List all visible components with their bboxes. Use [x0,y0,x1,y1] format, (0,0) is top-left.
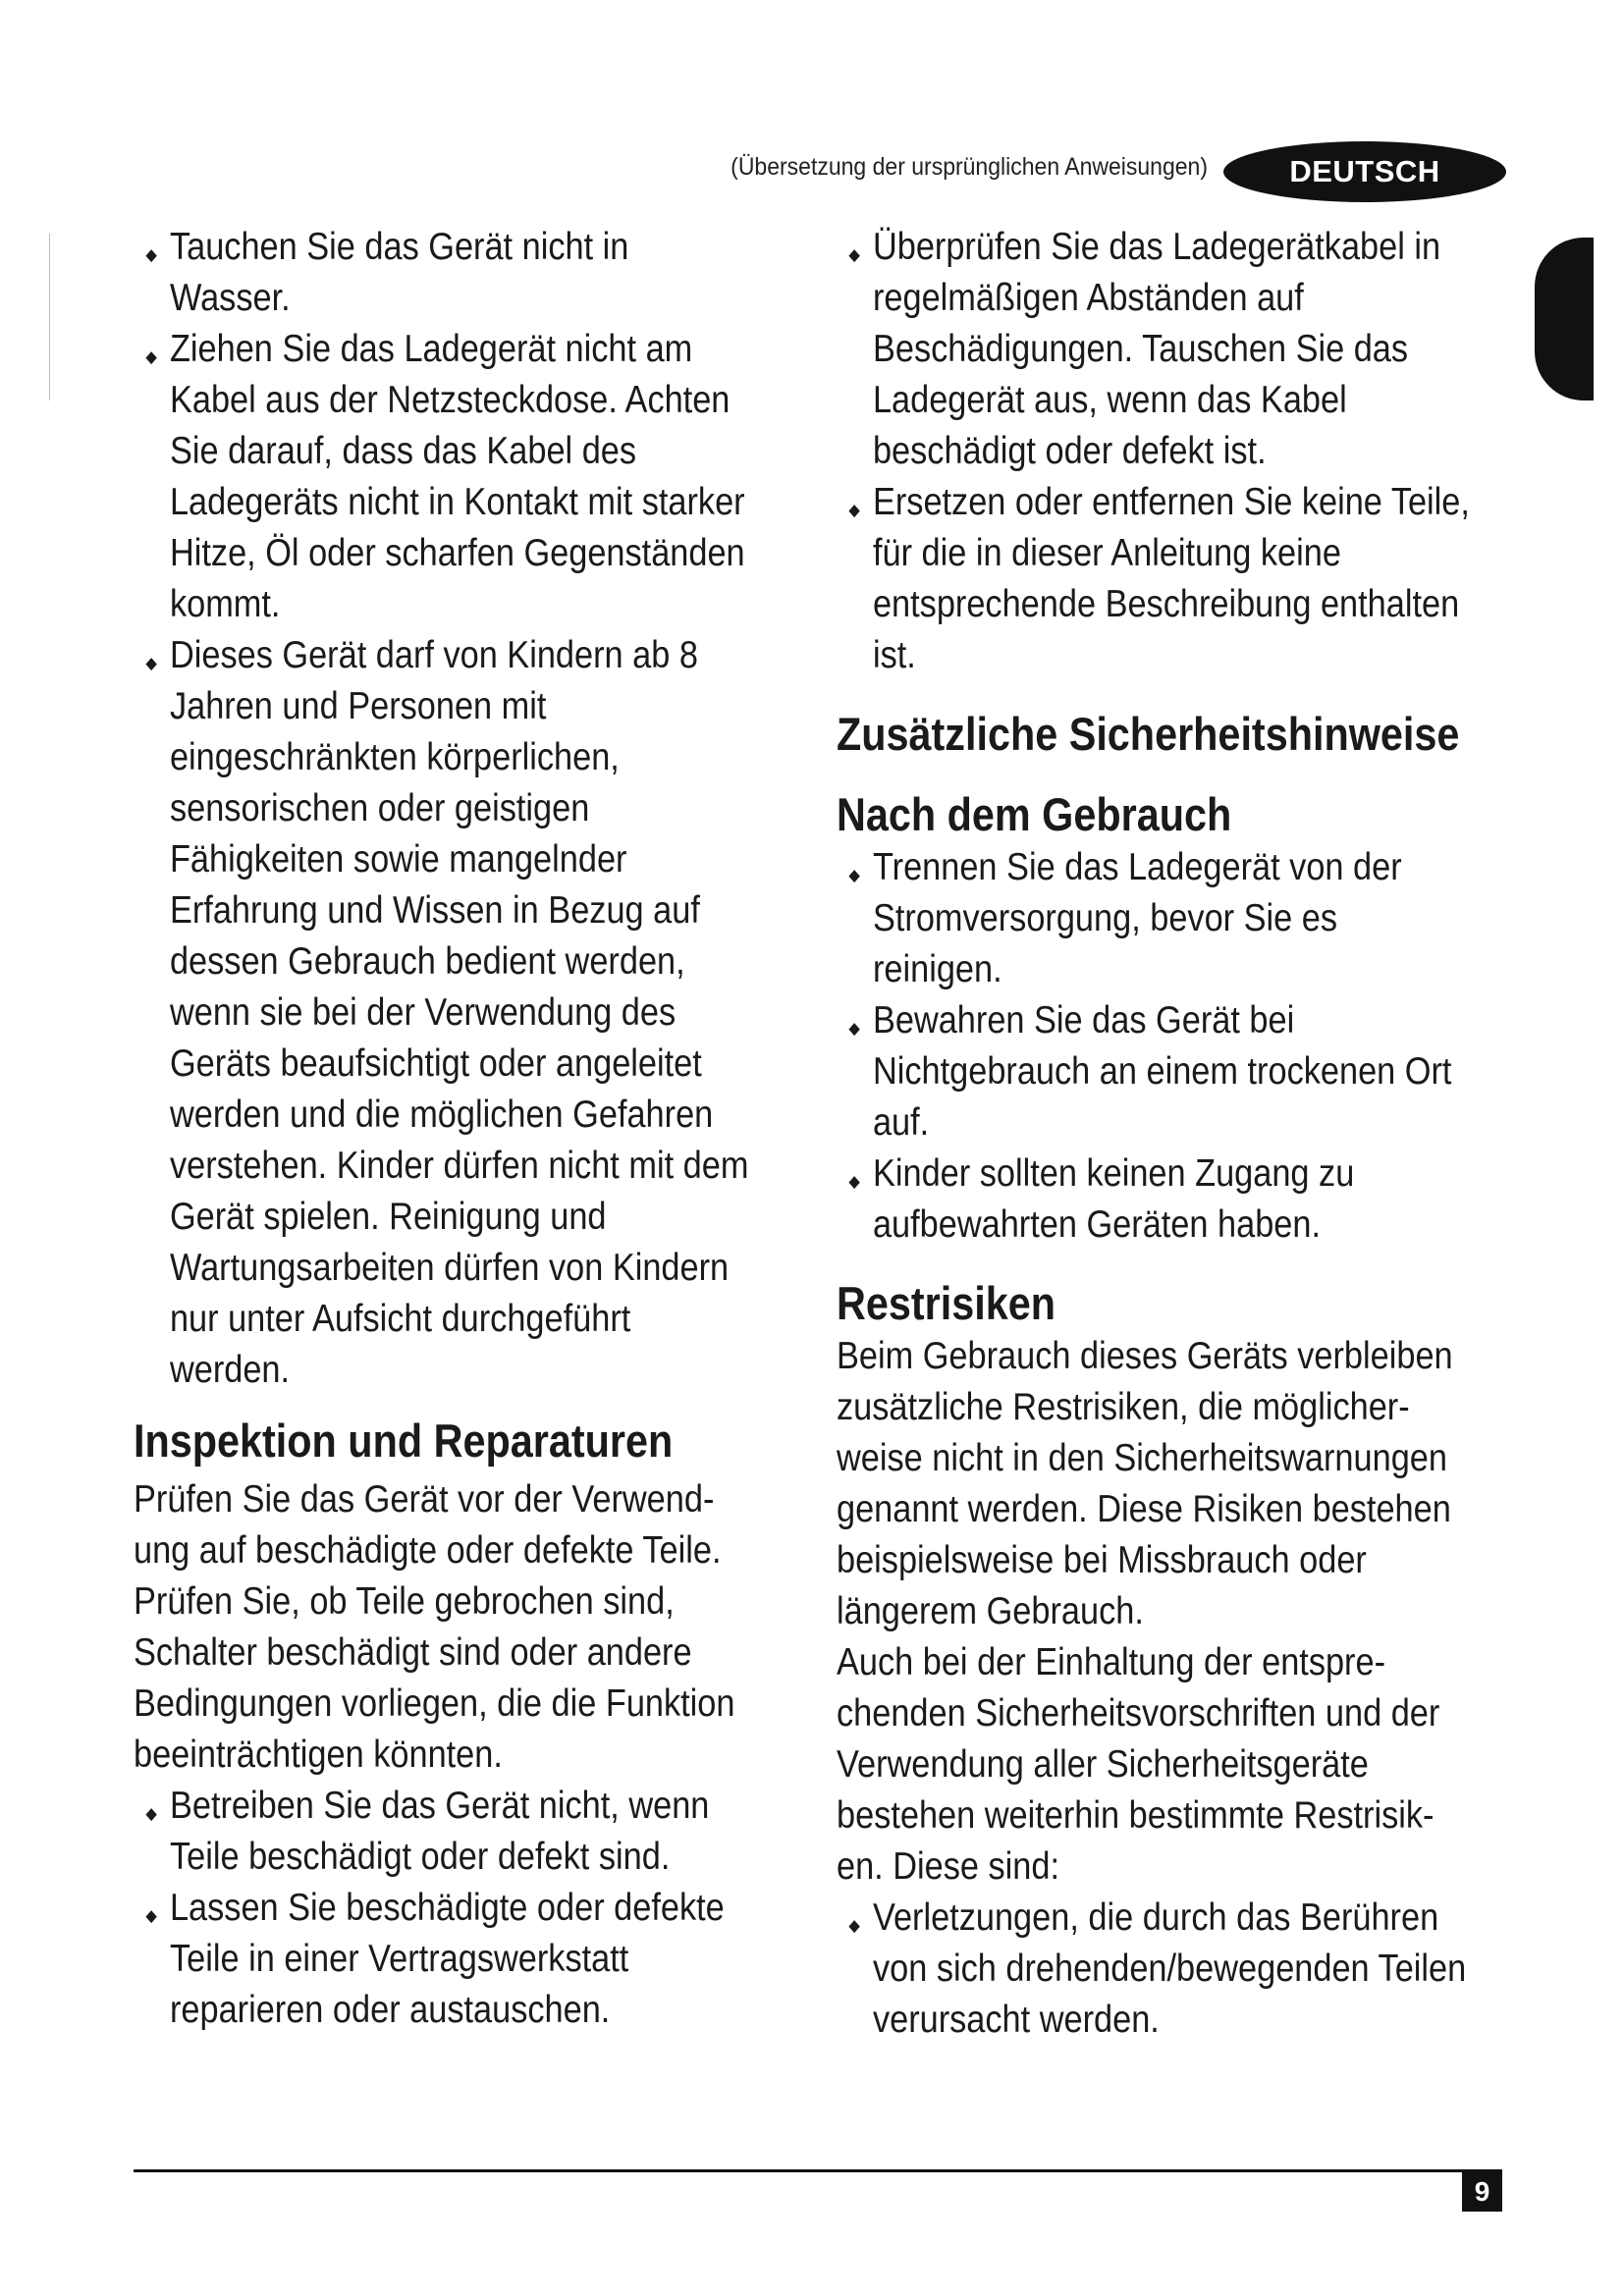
list-item-text: Bewahren Sie das Gerät bei Nichtgebrauch an einem trockenen Ort auf. [872,999,1452,1144]
diamond-bullet-icon: ◆ [145,1906,157,1925]
diamond-bullet-icon: ◆ [848,866,860,884]
list-item [837,222,1476,477]
list-item-text: Dieses Gerät darf von Kindern ab 8 Jahren und Personen mit eingeschränkten körperlichen, sensorischen oder geistigen Fähigkeiten sowie mangelnder Erfahrung und Wissen in Bezug auf dessen Gebrauch bedient werden, wenn sie bei der Verwendung des Geräts beaufsichtigt oder angeleitet werden und die möglichen Gefahren verstehen. Kinder dürfen nicht mit dem Gerät spielen. Reinigung und Wartungsarbeiten dürfen von Kindern nur unter Aufsicht durchgeführt werden. [169,634,749,1391]
language-badge: DEUTSCH [1223,141,1506,202]
residual-paragraph-1: Beim Gebrauch dieses Geräts verbleiben zusätzliche Restrisiken, die möglicher-weise nicht in den Sicherheitswarnungen genannt werden. Diese Risiken bestehen beispielsweise bei Missbrauch oder längerem Gebrauch. [837,1335,1453,1632]
diamond-bullet-icon: ◆ [848,1172,860,1191]
additional-safety-heading: Zusätzliche Sicherheitshinweise [837,708,1460,760]
diamond-bullet-icon: ◆ [145,245,157,264]
diamond-bullet-icon: ◆ [848,245,860,264]
list-item-text: Überprüfen Sie das Ladegerätkabel in regelmäßigen Abständen auf Beschädigungen. Tauschen Sie das Ladegerät aus, wenn das Kabel beschädigt oder defekt ist. [872,226,1441,472]
list-item [837,842,1476,995]
list-item [837,1148,1476,1251]
right-column [837,222,1476,2046]
list-item-text: Trennen Sie das Ladegerät von der Stromversorgung, bevor Sie es reinigen. [872,846,1402,990]
list-item [837,995,1476,1148]
list-item [837,1893,1476,2046]
list-item [134,1781,756,1883]
diamond-bullet-icon: ◆ [848,1916,860,1935]
list-item [134,324,756,630]
section-edge-tab [1535,238,1594,400]
diamond-bullet-icon: ◆ [145,654,157,672]
left-column [134,222,756,2036]
list-item-text: Ersetzen oder entfernen Sie keine Teile, für die in dieser Anleitung keine entsprechende Beschreibung enthalten ist. [872,481,1470,676]
list-item-text: Betreiben Sie das Gerät nicht, wenn Teile beschädigt oder defekt sind. [169,1785,710,1878]
list-item [134,630,756,1396]
footer-rule [134,2169,1502,2172]
list-item-text: Lassen Sie beschädigte oder defekte Teile in einer Vertragswerkstatt reparieren oder austauschen. [169,1887,725,2031]
list-item-text: Tauchen Sie das Gerät nicht in Wasser. [169,226,629,319]
list-item-text: Kinder sollten keinen Zugang zu aufbewahrten Geräten haben. [872,1152,1355,1246]
inspection-heading: Inspektion und Reparaturen [134,1415,674,1467]
list-item-text: Ziehen Sie das Ladegerät nicht am Kabel aus der Netzsteckdose. Achten Sie darauf, dass das Kabel des Ladegeräts nicht in Kontakt mit starker Hitze, Öl oder scharfen Gegenständen kommt. [169,328,745,625]
diamond-bullet-icon: ◆ [145,347,157,366]
diamond-bullet-icon: ◆ [848,501,860,519]
list-item [134,1883,756,2036]
translation-note: (Übersetzung der ursprünglichen Anweisungen) [731,153,1208,181]
list-item [837,477,1476,681]
diamond-bullet-icon: ◆ [145,1804,157,1823]
page-number: 9 [1462,2172,1502,2212]
inspection-paragraph: Prüfen Sie das Gerät vor der Verwend-ung auf beschädigte oder defekte Teile. Prüfen Sie, ob Teile gebrochen sind, Schalter beschädigt sind oder andere Bedingungen vorliegen, die die Funktion beeinträchtigen könnten. [134,1478,735,1776]
residual-risks-heading: Restrisiken [837,1277,1056,1329]
margin-rule [49,234,50,400]
after-use-heading: Nach dem Gebrauch [837,788,1232,840]
residual-paragraph-2: Auch bei der Einhaltung der entspre-chenden Sicherheitsvorschriften und der Verwendung aller Sicherheitsgeräte bestehen weiterhin bestimmte Restrisik-en. Diese sind: [837,1641,1440,1888]
diamond-bullet-icon: ◆ [848,1019,860,1038]
list-item [134,222,756,324]
list-item-text: Verletzungen, die durch das Berühren von sich drehenden/bewegenden Teilen verursacht werden. [872,1896,1467,2041]
